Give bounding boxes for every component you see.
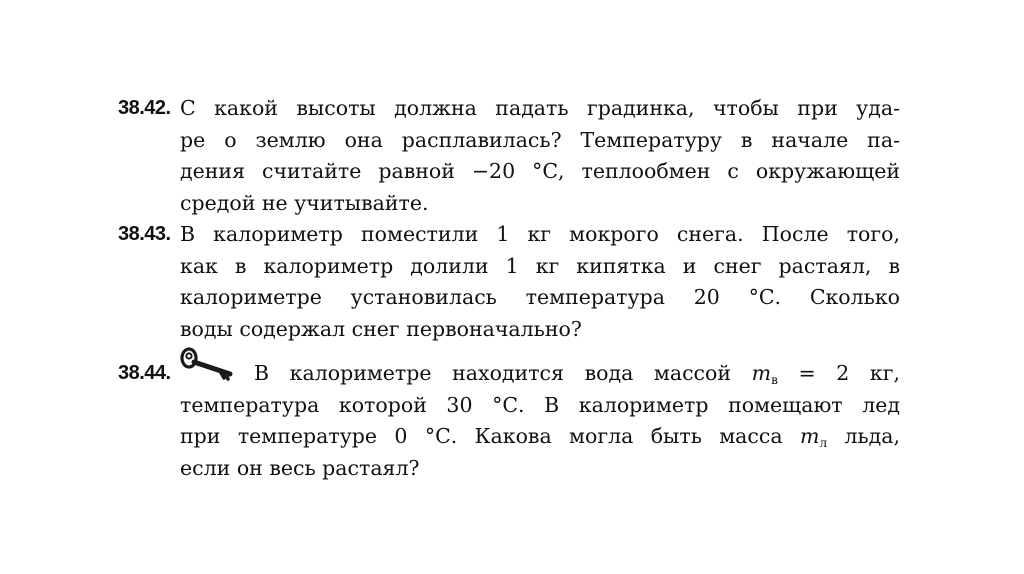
- text-segment: льда,: [844, 424, 900, 448]
- text-line: средой не учитывайте.: [180, 190, 429, 215]
- text-line: температура которой 30 °С. В калориметр помещают лед: [180, 392, 900, 417]
- mass-water-symbol: [752, 361, 778, 385]
- problem-text: [180, 358, 900, 484]
- text-line: С какой высоты должна падать градинка, чтобы при уда-: [180, 96, 900, 120]
- text-line: калориметре установилась температура 20 °С. Сколько: [180, 285, 900, 309]
- subscript: л: [819, 436, 828, 450]
- text-line: воды содержал снег первоначально?: [180, 316, 582, 341]
- text-line: если он весь растаял?: [180, 455, 420, 480]
- text-line: [180, 421, 900, 453]
- problem-number: 38.44.: [118, 362, 171, 384]
- mass-ice-symbol: [800, 424, 827, 448]
- text-line: дения считайте равной −20 °С, теплообмен с окружающей: [180, 159, 900, 183]
- problem-text: [180, 93, 900, 219]
- text-line: ре о землю она расплавилась? Температуру в начале па-: [180, 127, 900, 152]
- variable-m: m: [799, 424, 820, 448]
- variable-m: m: [751, 361, 772, 385]
- text-segment: = 2 кг,: [798, 361, 900, 385]
- problem-number: 38.43.: [118, 223, 171, 245]
- text-line: как в калориметр долили 1 кг кипятка и снег растаял, в: [180, 253, 900, 278]
- problem-text: [180, 219, 900, 345]
- problem-number: 38.42.: [118, 97, 171, 119]
- subscript: в: [771, 373, 778, 387]
- text-segment: при температуре 0 °С. Какова могла быть масса: [180, 424, 783, 448]
- text-line: [180, 358, 900, 390]
- text-segment: В калориметре находится вода массой: [254, 361, 732, 385]
- text-line: В калориметр поместили 1 кг мокрого снега. После того,: [180, 222, 900, 246]
